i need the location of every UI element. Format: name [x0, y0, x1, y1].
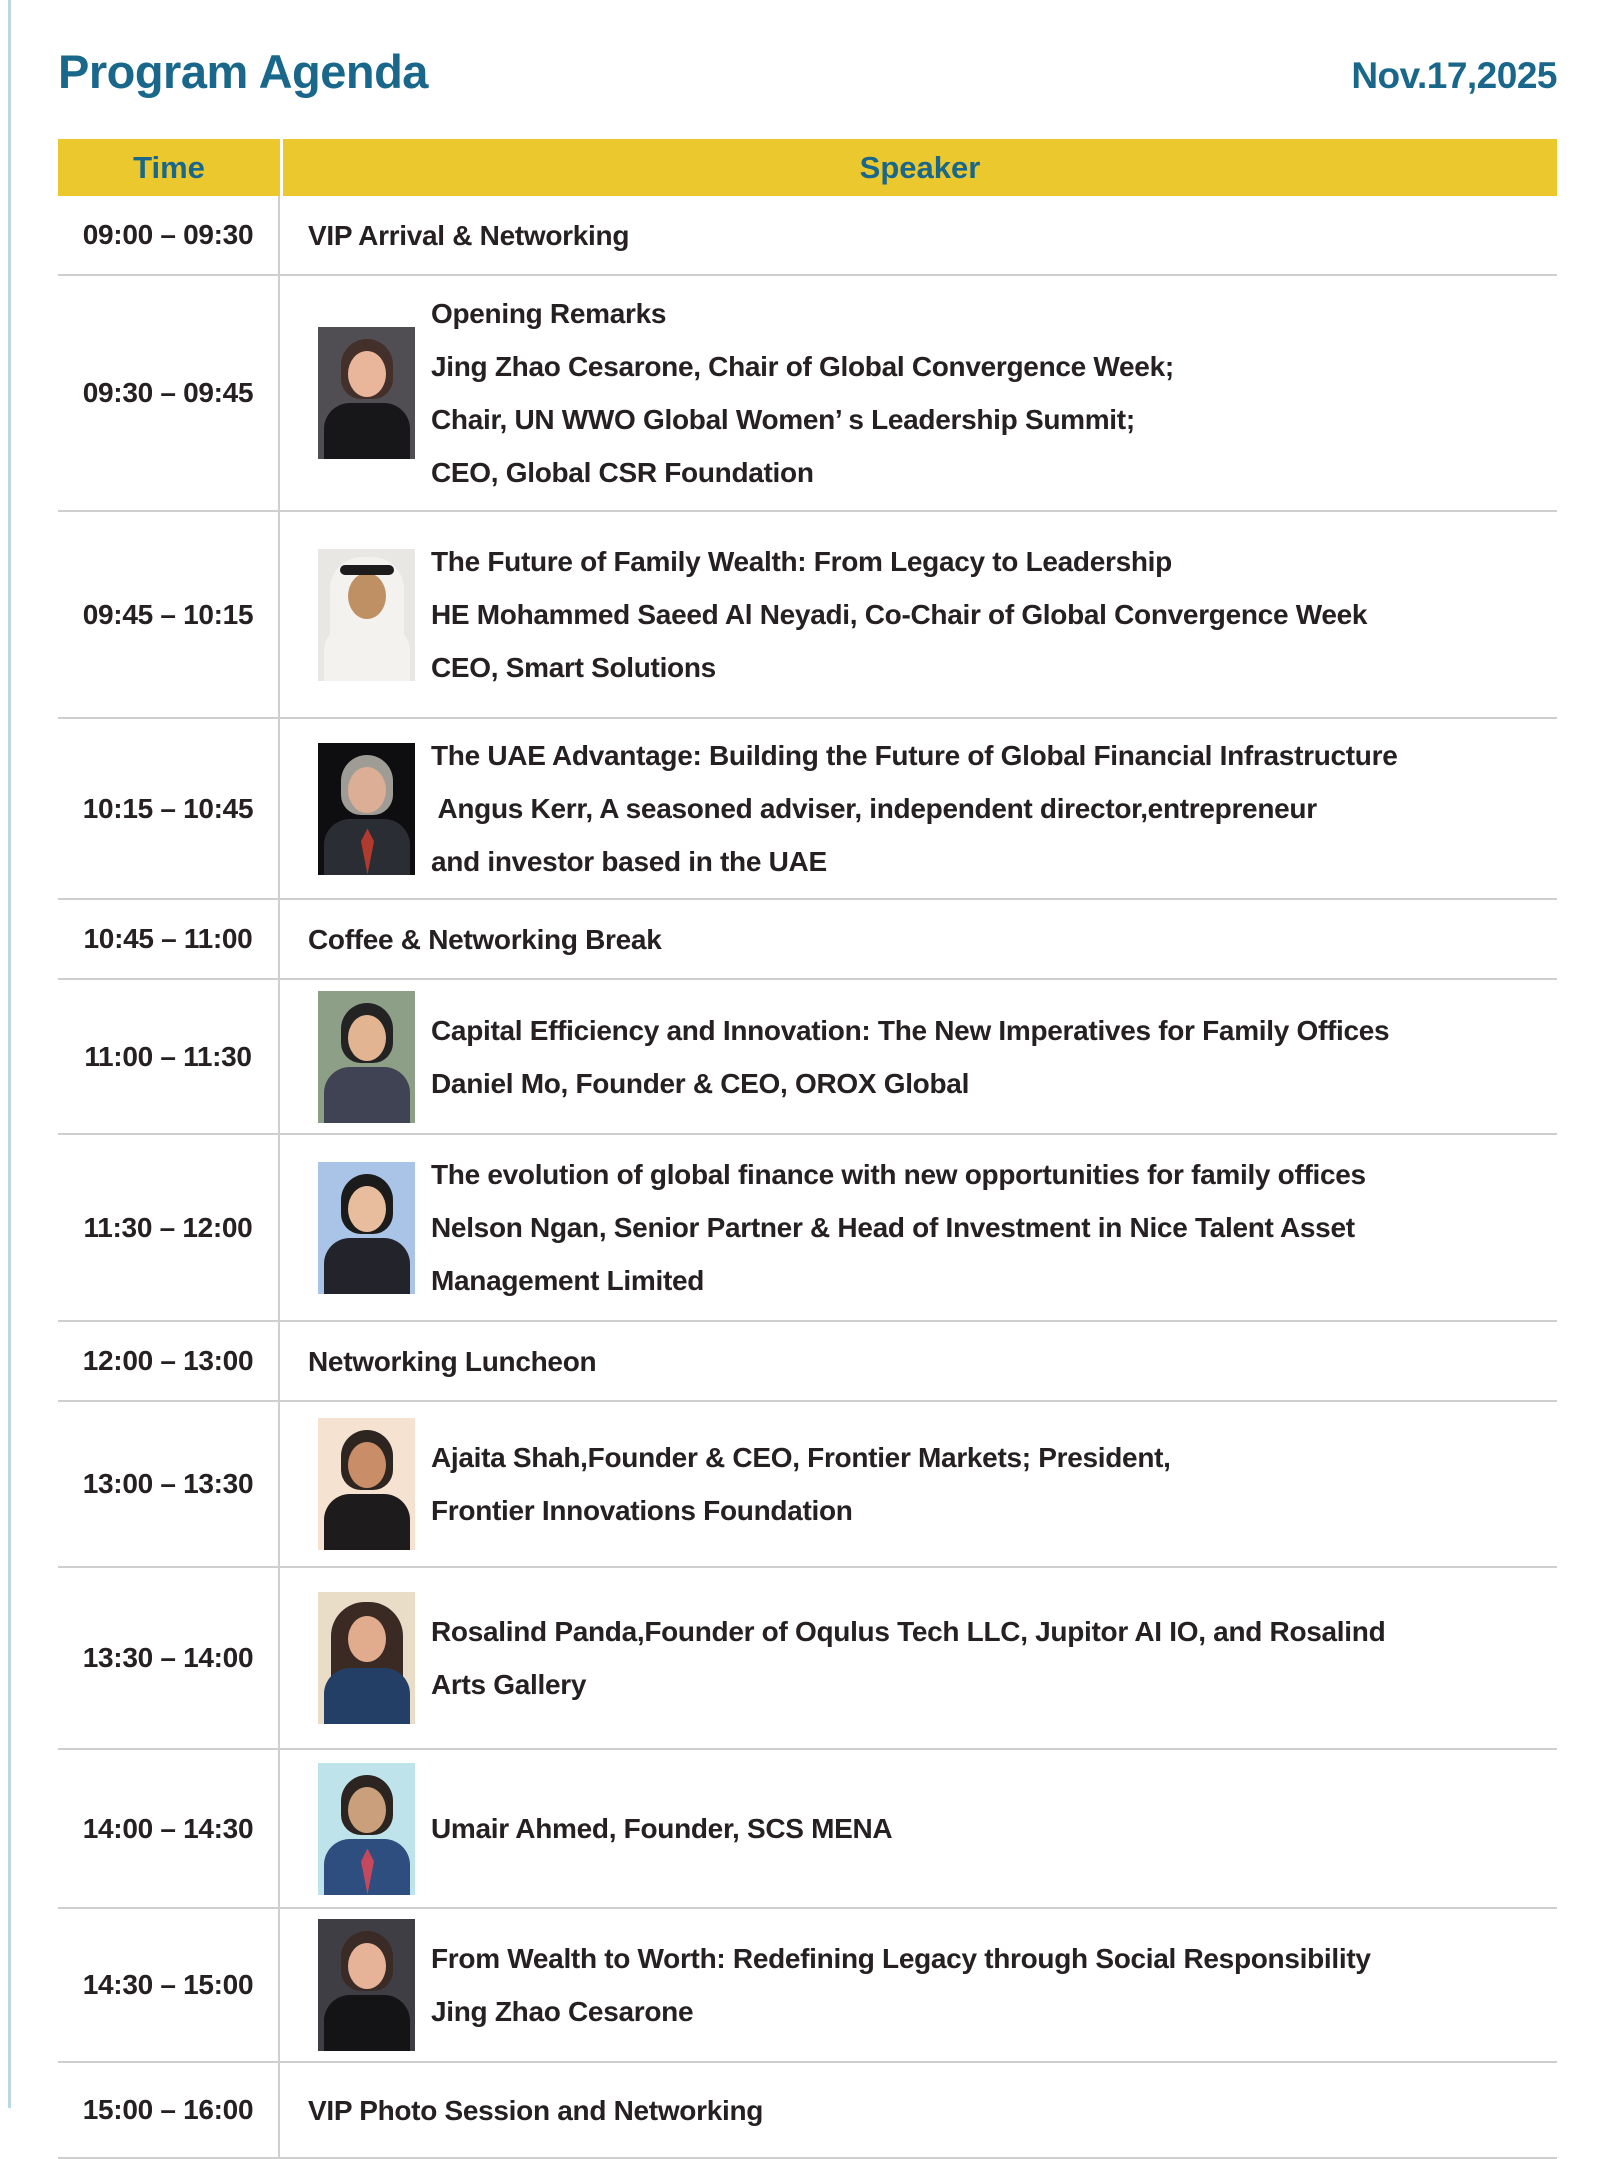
agenda-row-1500 — [58, 2061, 1557, 2157]
session-text — [431, 1605, 1385, 1711]
agenda-row-1100 — [58, 978, 1557, 1133]
avatar-headband — [340, 1178, 394, 1188]
agenda-line: VIP Arrival & Networking — [308, 219, 630, 251]
speaker-photo — [318, 1162, 415, 1294]
avatar-face — [348, 573, 386, 619]
speaker-cell — [280, 1750, 1557, 1907]
session-text — [308, 913, 661, 966]
avatar-face — [348, 1186, 386, 1232]
speaker-photo — [318, 1919, 415, 2051]
agenda-line: The evolution of global finance with new opportunities for family offices — [431, 1159, 1366, 1190]
agenda-line: Coffee & Networking Break — [308, 923, 662, 955]
agenda-line: and investor based in the UAE — [431, 846, 827, 877]
speaker-cell — [280, 2063, 1557, 2157]
time-cell: 09:30 – 09:45 — [58, 276, 280, 510]
time-cell: 13:00 – 13:30 — [58, 1402, 280, 1566]
speaker-photo — [318, 1418, 415, 1550]
session-text — [308, 2084, 763, 2137]
time-cell: 13:30 – 14:00 — [58, 1568, 280, 1748]
speaker-cell — [280, 196, 1557, 274]
agenda-line: Rosalind Panda,Founder of Oqulus Tech LLC, Jupitor AI IO, and Rosalind — [431, 1616, 1386, 1647]
agenda-row-1130 — [58, 1133, 1557, 1320]
speaker-cell — [280, 1568, 1557, 1748]
session-text — [308, 209, 629, 262]
agenda-line: VIP Photo Session and Networking — [308, 2094, 764, 2126]
time-cell: 14:30 – 15:00 — [58, 1909, 280, 2061]
avatar-face — [348, 1943, 386, 1989]
session-text — [431, 1802, 892, 1855]
page-title: Program Agenda — [58, 45, 428, 98]
avatar-headband — [340, 1434, 394, 1444]
agenda-line: CEO, Global CSR Foundation — [431, 457, 814, 488]
speaker-photo — [318, 991, 415, 1123]
speaker-cell — [280, 276, 1557, 510]
speaker-cell — [280, 900, 1557, 978]
table-body — [58, 196, 1557, 2159]
avatar-headband — [340, 1779, 394, 1789]
agenda-line: Jing Zhao Cesarone, Chair of Global Convergence Week; — [431, 351, 1174, 382]
speaker-cell — [280, 719, 1557, 898]
avatar-face — [348, 1616, 386, 1662]
avatar-headband — [340, 1935, 394, 1945]
speaker-photo — [318, 743, 415, 875]
agenda-line: Arts Gallery — [431, 1669, 587, 1700]
time-cell: 10:15 – 10:45 — [58, 719, 280, 898]
session-text — [431, 535, 1367, 694]
time-cell: 14:00 – 14:30 — [58, 1750, 280, 1907]
table-header-row — [58, 139, 1557, 196]
agenda-row-1430 — [58, 1907, 1557, 2061]
agenda-line: Management Limited — [431, 1265, 705, 1296]
speaker-photo — [318, 1763, 415, 1895]
column-header-speaker: Speaker — [859, 149, 981, 185]
speaker-photo — [318, 327, 415, 459]
agenda-row-0930 — [58, 274, 1557, 510]
session-text — [431, 1148, 1366, 1307]
page-left-edge — [8, 0, 11, 2108]
avatar-headband — [340, 759, 394, 769]
time-cell: 10:45 – 11:00 — [58, 900, 280, 978]
agenda-row-1400 — [58, 1748, 1557, 1907]
speaker-cell — [280, 1135, 1557, 1320]
agenda-row-1045 — [58, 898, 1557, 978]
avatar-headband — [340, 343, 394, 353]
agenda-line: Capital Efficiency and Innovation: The New Imperatives for Family Offices — [431, 1014, 1390, 1046]
speaker-cell — [280, 1909, 1557, 2061]
agenda-line: Ajaita Shah,Founder & CEO, Frontier Markets; President, — [431, 1442, 1171, 1473]
agenda-row-0900 — [58, 196, 1557, 274]
session-text — [431, 1004, 1389, 1110]
speaker-cell — [280, 980, 1557, 1133]
agenda-line: The Future of Family Wealth: From Legacy to Leadership — [431, 546, 1172, 577]
avatar-face — [348, 351, 386, 397]
time-cell: 11:30 – 12:00 — [58, 1135, 280, 1320]
session-text — [431, 1431, 1171, 1537]
avatar-face — [348, 1787, 386, 1833]
document-header — [58, 0, 1557, 99]
agenda-line: Nelson Ngan, Senior Partner & Head of Investment in Nice Talent Asset — [431, 1212, 1355, 1243]
agenda-line: Angus Kerr, A seasoned adviser, independent director,entrepreneur — [431, 793, 1317, 824]
agenda-line: From Wealth to Worth: Redefining Legacy through Social Responsibility — [431, 1943, 1371, 1974]
agenda-row-0945 — [58, 510, 1557, 717]
speaker-cell — [280, 1322, 1557, 1400]
time-cell: 09:00 – 09:30 — [58, 196, 280, 274]
avatar-face — [348, 1442, 386, 1488]
session-text — [431, 729, 1397, 888]
time-cell: 11:00 – 11:30 — [58, 980, 280, 1133]
avatar-agal-band — [340, 565, 394, 575]
speaker-photo — [318, 549, 415, 681]
time-cell: 12:00 – 13:00 — [58, 1322, 280, 1400]
avatar-face — [348, 767, 386, 813]
agenda-line: Opening Remarks — [431, 298, 667, 329]
agenda-line: Jing Zhao Cesarone — [431, 1996, 694, 2027]
event-date: Nov.17,2025 — [1351, 55, 1557, 96]
agenda-row-1300 — [58, 1400, 1557, 1566]
agenda-row-1015 — [58, 717, 1557, 898]
agenda-table — [58, 139, 1557, 2159]
agenda-line: CEO, Smart Solutions — [431, 652, 716, 683]
agenda-line: HE Mohammed Saeed Al Neyadi, Co-Chair of Global Convergence Week — [431, 599, 1368, 630]
column-header-time: Time — [58, 139, 283, 196]
speaker-cell — [280, 1402, 1557, 1566]
avatar-headband — [340, 1608, 394, 1618]
speaker-photo — [318, 1592, 415, 1724]
agenda-line: Networking Luncheon — [308, 1345, 597, 1377]
session-text — [431, 1932, 1371, 2038]
session-text — [308, 1335, 596, 1388]
avatar-face — [348, 1015, 386, 1061]
agenda-line: Frontier Innovations Foundation — [431, 1495, 853, 1526]
time-cell: 09:45 – 10:15 — [58, 512, 280, 717]
speaker-cell — [280, 512, 1557, 717]
agenda-line: Chair, UN WWO Global Women’ s Leadership Summit; — [431, 404, 1135, 435]
agenda-row-1330 — [58, 1566, 1557, 1748]
agenda-line: Umair Ahmed, Founder, SCS MENA — [431, 1813, 893, 1844]
time-cell: 15:00 – 16:00 — [58, 2063, 280, 2157]
agenda-document — [58, 0, 1557, 2159]
agenda-row-1200 — [58, 1320, 1557, 1400]
session-text — [431, 287, 1174, 499]
avatar-headband — [340, 1007, 394, 1017]
agenda-line: Daniel Mo, Founder & CEO, OROX Global — [431, 1067, 970, 1099]
agenda-line: The UAE Advantage: Building the Future of Global Financial Infrastructure — [431, 740, 1398, 771]
